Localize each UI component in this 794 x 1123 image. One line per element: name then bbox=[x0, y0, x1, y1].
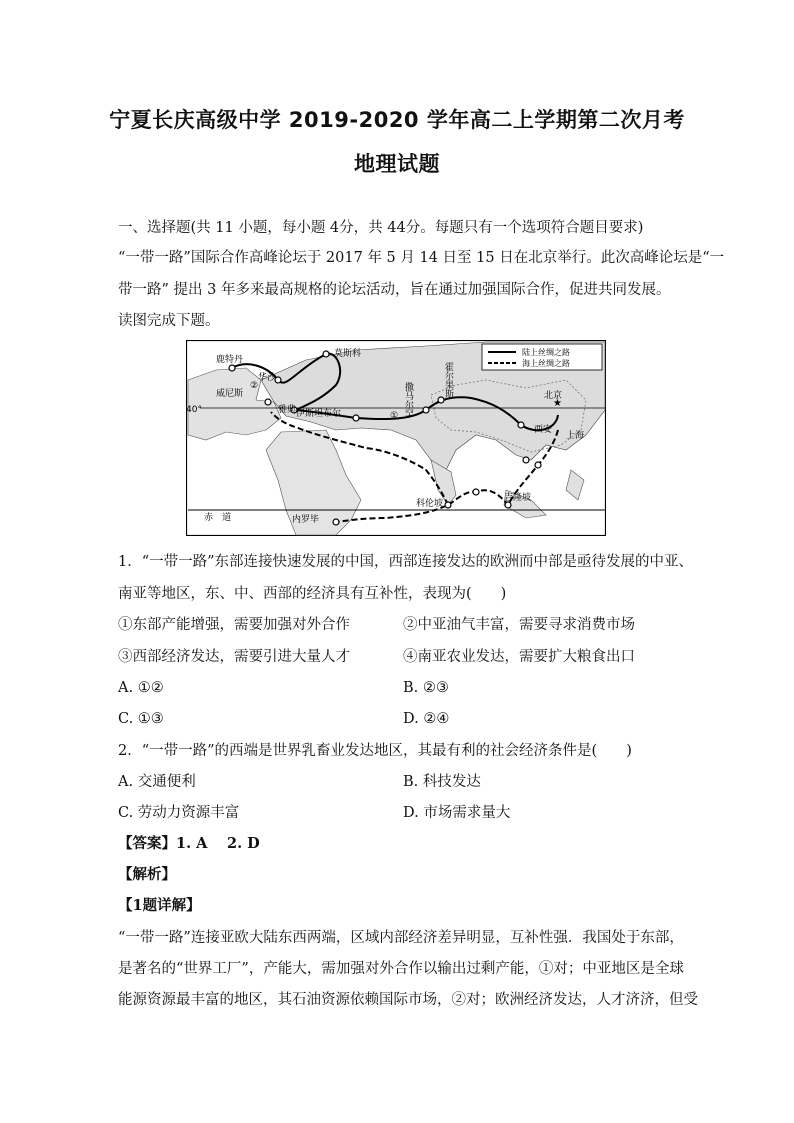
section-heading: 一、选择题(共 11 小题，每小题 4分，共 44分。每题只有一个选项符合题目要求) bbox=[118, 220, 644, 236]
detail-text-line: 能源资源最丰富的地区，其石油资源依赖国际市场，②对；欧洲经济发达，人才济济，但受 bbox=[118, 992, 698, 1008]
belt-and-road-map bbox=[186, 340, 606, 536]
intro-text-line: 读图完成下题。 bbox=[118, 313, 220, 329]
q1-statement-1: ①东部产能增强，需要加强对外合作 bbox=[118, 617, 350, 633]
q1-statement-2: ②中亚油气丰富，需要寻求消费市场 bbox=[403, 617, 635, 633]
svg-text:★: ★ bbox=[553, 398, 562, 409]
q1-option-d: D. ②④ bbox=[403, 711, 450, 727]
question-2-stem: 2．“一带一路”的西端是世界乳畜业发达地区，其最有利的社会经济条件是( ) bbox=[118, 743, 632, 759]
map-label-xian: 西安 bbox=[534, 425, 553, 435]
document-title: 宁夏长庆高级中学 2019-2020 学年高二上学期第二次月考 bbox=[109, 108, 685, 132]
map-label-warsaw: 华沙 bbox=[258, 373, 277, 383]
q2-option-d: D. 市场需求量大 bbox=[403, 805, 511, 821]
map-label-marker1: ① bbox=[390, 411, 399, 421]
q1-statement-4: ④南亚农业发达，需要扩大粮食出口 bbox=[403, 649, 635, 665]
intro-text-line: “一带一路”国际合作高峰论坛于 2017 年 5 月 14 日至 15 日在北京举行。此次高峰论坛是“一 bbox=[118, 250, 725, 266]
map-label-athens: 雅典 bbox=[278, 405, 297, 415]
map-label-istanbul: 伊斯坦布尔 bbox=[296, 409, 342, 419]
map-label-equator: 赤 道 bbox=[204, 513, 232, 523]
q2-option-c: C. 劳动力资源丰富 bbox=[118, 805, 240, 821]
q2-option-b: B. 科技发达 bbox=[403, 774, 481, 790]
legend-land-label: 陆上丝绸之路 bbox=[522, 348, 570, 357]
map-label-venice: 威尼斯 bbox=[216, 389, 244, 399]
map-label-nairobi: 内罗毕 bbox=[292, 515, 320, 525]
analysis-heading: 【解析】 bbox=[118, 866, 176, 883]
q1-statement-3: ③西部经济发达，需要引进大量人才 bbox=[118, 649, 350, 665]
map-label-marker2: ② bbox=[250, 381, 259, 391]
question-1-stem: 1．“一带一路”东部连接快速发展的中国，西部连接发达的欧洲而中部是亟待发展的中亚、 bbox=[118, 554, 694, 570]
q1-option-b: B. ②③ bbox=[403, 680, 449, 696]
question-1-stem: 南亚等地区，东、中、西部的经济具有互补性，表现为( ) bbox=[118, 586, 507, 602]
detail-text-line: “一带一路”连接亚欧大陆东西两端，区域内部经济差异明显，互补性强．我国处于东部， bbox=[118, 930, 684, 946]
detail-text-line: 是著名的“世界工厂”，产能大，需加强对外合作以输出过剩产能，①对；中亚地区是全球 bbox=[118, 961, 684, 977]
map-label-samarkand: 撒马尔罕 bbox=[403, 382, 413, 418]
intro-text-line: 带一路” 提出 3 年多来最高规格的论坛活动，旨在通过加强国际合作，促进共同发展。 bbox=[118, 282, 671, 298]
q1-option-c: C. ①③ bbox=[118, 711, 164, 727]
map-label-colombo: 科伦坡 bbox=[416, 499, 444, 509]
document-subtitle: 地理试题 bbox=[354, 152, 440, 176]
answer-line: 【答案】1. A 2. D bbox=[118, 835, 260, 852]
map-label-moscow: 莫斯科 bbox=[334, 349, 362, 359]
q1-option-a: A. ①② bbox=[118, 680, 164, 696]
map-label-beijing: 北京 bbox=[544, 391, 563, 401]
map-label-khorgas: 霍尔果斯 bbox=[443, 362, 453, 398]
map-label-lat40: 40° bbox=[186, 405, 202, 415]
map-label-kualalumpur: 吉隆坡 bbox=[504, 493, 532, 503]
detail-heading: 【1题详解】 bbox=[118, 897, 201, 914]
map-label-rotterdam: 鹿特丹 bbox=[216, 355, 244, 365]
legend-sea-label: 海上丝绸之路 bbox=[522, 359, 570, 368]
q2-option-a: A. 交通便利 bbox=[118, 774, 196, 790]
map-label-shanghai: 上海 bbox=[566, 431, 585, 441]
